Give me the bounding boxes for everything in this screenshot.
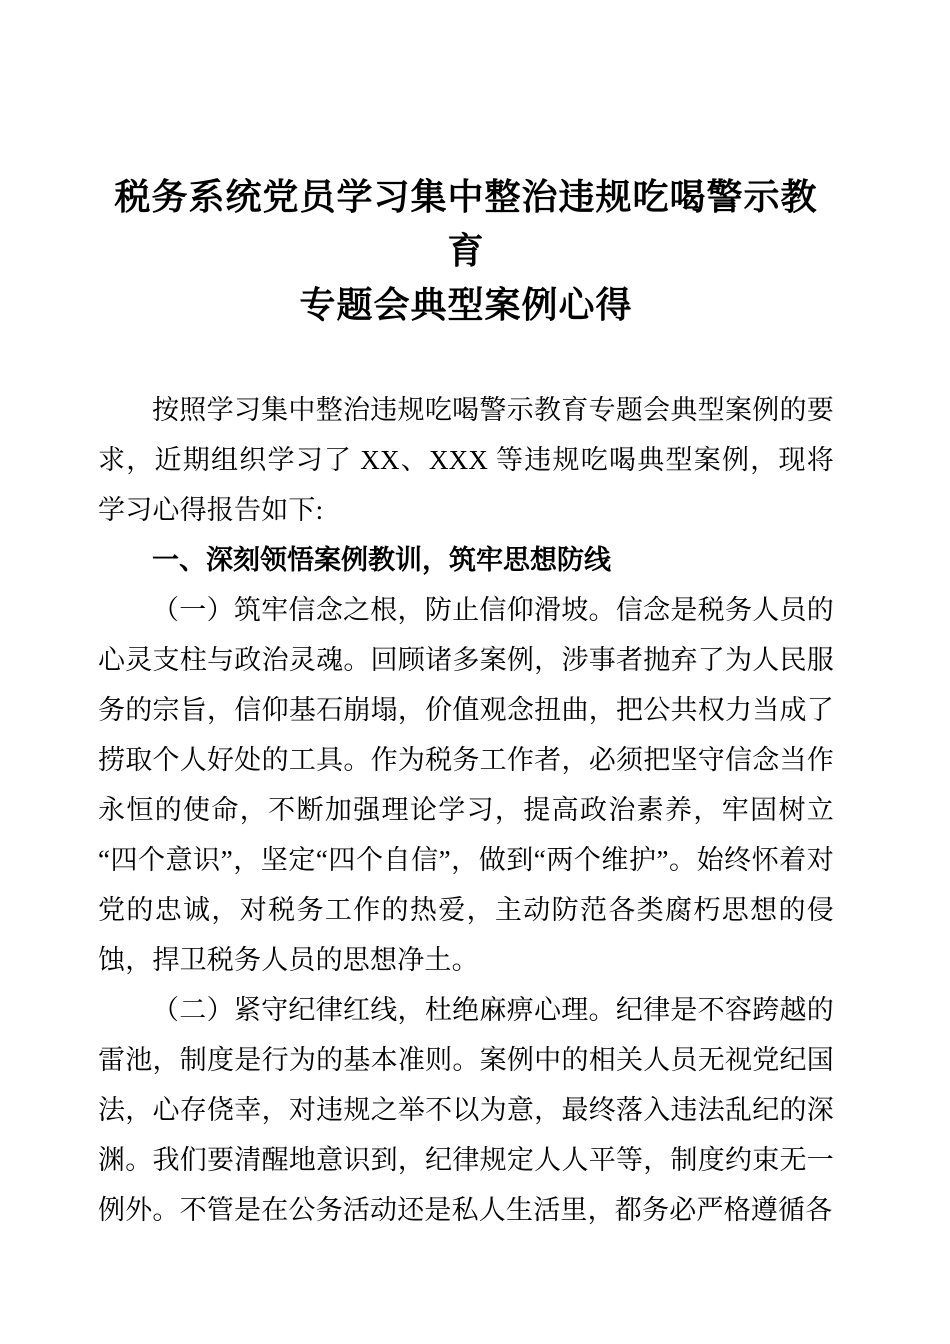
paragraph-point-2: （二）紧守纪律红线，杜绝麻痹心理。纪律是不容跨越的雷池，制度是行为的基本准则。案例中的相关人员无视党纪国法，心存侥幸，对违规之举不以为意，最终落入违法乱纪的深渊。我们要清醒地意识到，纪律规定人人平等，制度约束无一例外。不管是在公务活动还是私人生活里，都务必严格遵循各 xyxy=(98,995,834,1225)
document-title xyxy=(98,170,834,332)
paragraph-point-1: （一）筑牢信念之根，防止信仰滑坡。信念是税务人员的心灵支柱与政治灵魂。回顾诸多案例，涉事者抛弃了为人民服务的宗旨，信仰基石崩塌，价值观念扭曲，把公共权力当成了捞取个人好处的工具。作为税务工作者，必须把坚守信念当作永恒的使命，不断加强理论学习，提高政治素养，牢固树立“四个意识”，坚定“四个自信”，做到“两个维护”。始终怀着对党的忠诚，对税务工作的热爱，主动防范各类腐朽思想的侵蚀，捍卫税务人员的思想净土。 xyxy=(98,595,834,975)
section-heading-1: 一、深刻领悟案例教训，筑牢思想防线 xyxy=(152,545,611,575)
document-title-line-1: 税务系统党员学习集中整治违规吃喝警示教育 xyxy=(114,177,818,271)
document-title-line-2: 专题会典型案例心得 xyxy=(299,285,633,325)
paragraph-intro: 按照学习集中整治违规吃喝警示教育专题会典型案例的要求，近期组织学习了 XX、XXX 等违规吃喝典型案例，现将学习心得报告如下: xyxy=(98,395,834,525)
